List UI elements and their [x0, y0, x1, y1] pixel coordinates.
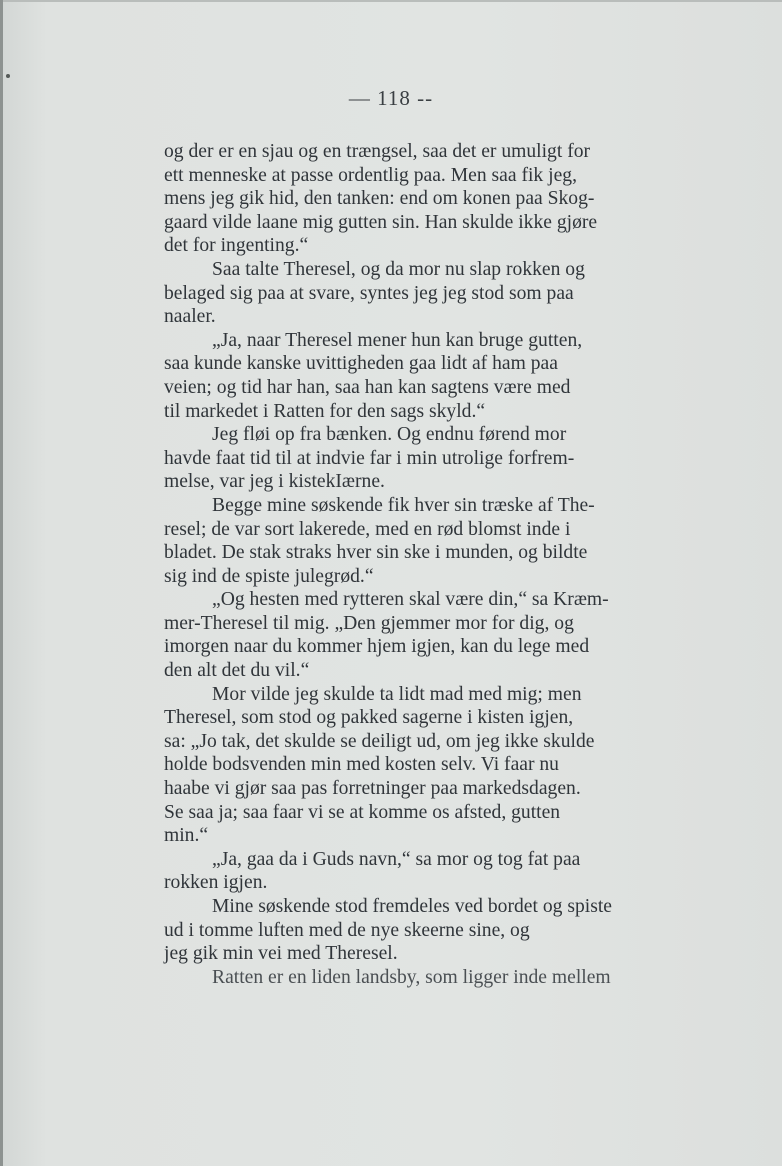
body-text	[164, 140, 728, 989]
text-line: mer-Theresel til mig. „Den gjemmer mor for dig, og	[164, 612, 574, 634]
text-line: imorgen naar du kommer hjem igjen, kan du lege med	[164, 636, 590, 658]
text-line: holde bodsvenden min med kosten selv. Vi faar nu	[164, 754, 559, 776]
text-line: ud i tomme luften med de nye skeerne sine, og	[164, 919, 530, 941]
text-line: „Ja, naar Theresel mener hun kan bruge gutten,	[212, 329, 583, 351]
text-line: belaged sig paa at svare, syntes jeg jeg stod som paa	[164, 282, 574, 304]
page-top-edge	[0, 0, 782, 2]
paper-speck	[6, 74, 10, 78]
text-line: Se saa ja; saa faar vi se at komme os afsted, gutten	[164, 801, 561, 823]
text-line: Jeg fløi op fra bænken. Og endnu førend mor	[212, 424, 567, 446]
text-line: sig ind de spiste julegrød.“	[164, 565, 374, 587]
text-line: rokken igjen.	[164, 872, 268, 894]
text-line: mens jeg gik hid, den tanken: end om konen paa Skog-	[164, 188, 595, 210]
text-line: saa kunde kanske uvittigheden gaa lidt af ham paa	[164, 353, 558, 375]
text-line: ett menneske at passe ordentlig paa. Men saa fik jeg,	[164, 164, 577, 186]
text-line: „Og hesten med rytteren skal være din,“ sa Kræm-	[212, 589, 609, 611]
text-line: og der er en sjau og en trængsel, saa det er umuligt for	[164, 141, 591, 162]
text-line: Mine søskende stod fremdeles ved bordet og spiste	[212, 896, 612, 917]
text-line: til markedet i Ratten for den sags skyld.“	[164, 400, 486, 422]
text-line: min.“	[164, 825, 209, 847]
text-line: den alt det du vil.“	[164, 660, 310, 682]
text-line: naaler.	[164, 306, 216, 328]
page-left-edge	[0, 0, 3, 1166]
text-line: „Ja, gaa da i Guds navn,“ sa mor og tog fat paa	[212, 848, 581, 870]
page-number: — 118 --	[348, 86, 434, 110]
text-line: gaard vilde laane mig gutten sin. Han skulde ikke gjøre	[164, 211, 598, 233]
text-line: Mor vilde jeg skulde ta lidt mad med mig; men	[212, 683, 582, 705]
text-line: Ratten er en liden landsby, som ligger inde mellem	[212, 966, 611, 988]
text-line: havde faat tid til at indvie far i min utrolige forfrem-	[164, 447, 575, 469]
text-line: Saa talte Theresel, og da mor nu slap rokken og	[212, 258, 585, 280]
text-line: bladet. De stak straks hver sin ske i munden, og bildte	[164, 542, 588, 564]
text-line: resel; de var sort lakerede, med en rød blomst inde i	[164, 518, 571, 540]
text-line: haabe vi gjør saa pas forretninger paa markedsdagen.	[164, 778, 581, 800]
text-line: sa: „Jo tak, det skulde se deiligt ud, om jeg ikke skulde	[164, 730, 595, 752]
text-line: det for ingenting.“	[164, 235, 309, 257]
text-line: Begge mine søskende fik hver sin træske af The-	[212, 494, 595, 516]
text-line: melse, var jeg i kistekIærne.	[164, 471, 385, 493]
text-line: jeg gik min vei med Theresel.	[164, 943, 398, 965]
text-line: Theresel, som stod og pakked sagerne i kisten igjen,	[164, 707, 574, 729]
text-line: veien; og tid har han, saa han kan sagtens være med	[164, 376, 571, 398]
